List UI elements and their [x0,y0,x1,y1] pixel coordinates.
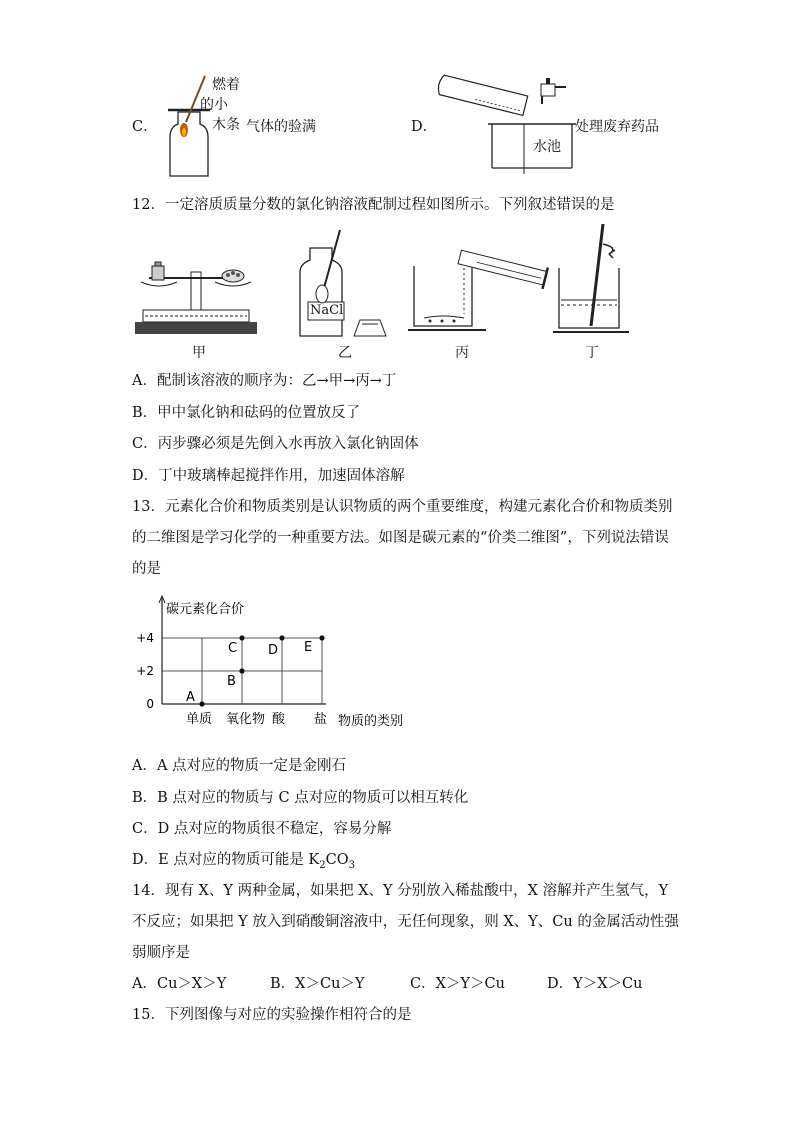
q11-option-d-letter: D． [411,119,438,135]
q12-label-bing: 丙 [455,345,469,361]
q12-label-yi: 乙 [338,345,352,361]
y-tick-label: +4 [136,631,154,645]
q12-label-jia: 甲 [192,345,206,361]
y-tick-label: +2 [136,664,154,678]
q14-stem-line-1: 14．现有 X、Y 两种金属，如果把 X、Y 分别放入稀盐酸中，X 溶解并产生氢气，Y [132,883,669,899]
q11-c-caption: 气体的验满 [246,119,316,135]
q11-c-figure [160,72,220,176]
q13-option-a: A．A 点对应的物质一定是金刚石 [132,758,347,774]
q12-nacl-label: NaCl [310,303,344,318]
data-point-a [199,701,204,706]
point-label-c: C [228,641,238,656]
q12-stem: 12．一定溶质质量分数的氯化钠溶液配制过程如图所示。下列叙述错误的是 [132,197,615,213]
q11-option-c-letter: C． [132,119,158,135]
q14-stem-line-2: 不反应；如果把 Y 放入到硝酸铜溶液中，无任何现象，则 X、Y、Cu 的金属活动性强 [132,914,679,930]
data-point-b [239,668,244,673]
category-label: 酸 [272,712,286,727]
q12-option-d: D．丁中玻璃棒起搅拌作用，加速固体溶解 [132,468,405,484]
point-label-e: E [304,640,313,655]
q14-option-a: A．Cu＞X＞Y [132,976,227,992]
q11-c-stick-label-3: 木条 [212,117,240,133]
q12-figure-yi-bottle [298,228,394,336]
q13-option-d-co: CO [325,852,349,868]
q13-stem-line-2: 的二维图是学习化学的一种重要方法。如图是碳元素的“价类二维图”，下列说法错误 [132,530,669,546]
q12-figure-bing-pour [408,248,556,332]
q12-figure-jia-balance [135,254,257,336]
q13-option-d-prefix: D．E 点对应的物质可能是 K [132,852,320,868]
q14-option-c: C．X＞Y＞Cu [410,976,505,992]
point-label-b: B [227,674,236,689]
q11-d-caption: 处理废弃药品 [575,119,659,135]
q12-option-a: A．配制该溶液的顺序为：乙→甲→丙→丁 [132,373,397,389]
category-label: 盐 [314,712,328,727]
category-label: 氧化物 [226,712,266,727]
q11-c-stick-label-2: 的小 [200,97,228,113]
data-point-d [279,635,284,640]
q13-option-d-sub-3: 3 [348,859,355,871]
q13-option-c: C．D 点对应的物质很不稳定，容易分解 [132,821,392,837]
q13-option-d-sub-2: 2 [319,859,326,871]
q12-option-c: C．丙步骤必须是先倒入水再放入氯化钠固体 [132,436,419,452]
data-point-c [239,635,244,640]
q12-figure-ding-stir [553,222,633,334]
x-axis-label: 物质的类别 [338,714,404,729]
q15-stem: 15．下列图像与对应的实验操作相符合的是 [132,1007,412,1023]
q12-label-ding: 丁 [585,345,599,361]
data-point-e [319,635,324,640]
q11-d-figure [436,78,576,174]
y-tick-label: 0 [146,697,154,711]
q13-option-d [132,848,355,871]
q14-option-d: D．Y＞X＞Cu [547,976,643,992]
point-label-a: A [186,690,195,705]
q11-c-stick-label-1: 燃着 [212,77,240,93]
q12-option-b: B．甲中氯化钠和砝码的位置放反了 [132,405,361,421]
y-axis-label: 碳元素化合价 [166,602,245,617]
q13-valence-chart [128,592,418,734]
q11-d-sink-label: 水池 [533,139,561,155]
q14-option-b: B．X＞Cu＞Y [270,976,365,992]
point-label-d: D [268,643,279,658]
q13-stem-line-3: 的是 [132,561,161,577]
q13-option-b: B．B 点对应的物质与 C 点对应的物质可以相互转化 [132,790,469,806]
q14-stem-line-3: 弱顺序是 [132,945,190,961]
q13-stem-line-1: 13．元素化合价和物质类别是认识物质的两个重要维度，构建元素化合价和物质类别 [132,499,673,515]
category-label: 单质 [186,712,213,727]
